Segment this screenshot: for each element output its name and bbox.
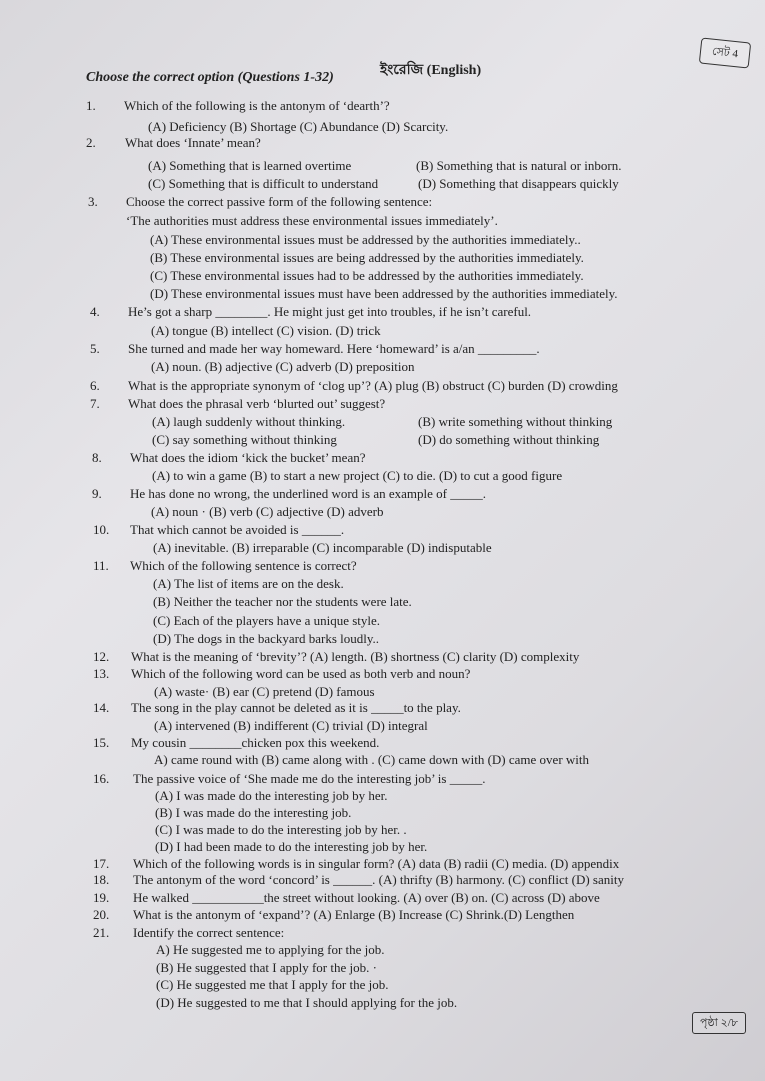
question-text: She turned and made her way homeward. Here ‘homeward’ is a/an _________. <box>128 341 540 356</box>
question-number: 10. <box>93 522 110 537</box>
answer-options: (A) Deficiency (B) Shortage (C) Abundance (D) Scarcity. <box>148 119 449 134</box>
question-text: What does the phrasal verb ‘blurted out’ suggest? <box>128 396 386 411</box>
answer-options: (B) Something that is natural or inborn. <box>416 158 622 173</box>
answer-options: (A) Something that is learned overtime <box>148 158 352 173</box>
answer-options: (D) These environmental issues must have been addressed by the authorities immediately. <box>150 286 618 301</box>
answer-options: (D) Something that disappears quickly <box>418 176 619 191</box>
question-text: Identify the correct sentence: <box>133 925 285 940</box>
question-text: What does the idiom ‘kick the bucket’ mean? <box>130 450 366 465</box>
page-number: পৃষ্ঠা ২/৮ <box>700 1016 738 1029</box>
answer-options: (C) Something that is difficult to understand <box>148 176 379 191</box>
question-number: 17. <box>93 856 110 871</box>
question-text: The song in the play cannot be deleted as it is _____to the play. <box>131 700 461 715</box>
instruction-text: Choose the correct option (Questions 1-32) <box>86 70 334 85</box>
answer-options: (A) noun · (B) verb (C) adjective (D) adverb <box>151 504 384 519</box>
question-number: 11. <box>93 558 109 573</box>
question-number: 4. <box>90 304 100 319</box>
question-text: He has done no wrong, the underlined word is an example of _____. <box>130 486 486 501</box>
question-number: 5. <box>90 341 100 356</box>
question-text: Which of the following words is in singular form? (A) data (B) radii (C) media. (D) appendix <box>133 856 620 871</box>
question-text: My cousin ________chicken pox this weekend. <box>131 735 380 750</box>
answer-options: (B) These environmental issues are being addressed by the authorities immediately. <box>150 250 584 265</box>
answer-options: A) He suggested me to applying for the job. <box>156 942 385 957</box>
answer-options: (A) laugh suddenly without thinking. <box>152 414 346 429</box>
question-number: 15. <box>93 735 110 750</box>
question-text: What is the appropriate synonym of ‘clog up’? (A) plug (B) obstruct (C) burden (D) crowding <box>128 378 618 393</box>
answer-options: (C) say something without thinking <box>152 432 337 447</box>
answer-options: (B) I was made do the interesting job. <box>155 805 352 820</box>
answer-options: (A) to win a game (B) to start a new project (C) to die. (D) to cut a good figure <box>152 468 563 483</box>
page-number-box <box>692 1012 746 1034</box>
question-text: The antonym of the word ‘concord’ is ______. (A) thrifty (B) harmony. (C) conflict (D) sanity <box>133 872 624 887</box>
question-number: 7. <box>90 396 100 411</box>
question-text: Which of the following word can be used as both verb and noun? <box>131 666 471 681</box>
question-number: 2. <box>86 135 96 150</box>
set-label-box <box>699 37 751 68</box>
question-number: 14. <box>93 700 110 715</box>
answer-options: (A) waste· (B) ear (C) pretend (D) famous <box>154 684 375 699</box>
question-text: Choose the correct passive form of the following sentence: <box>126 194 433 209</box>
answer-options: (C) I was made to do the interesting job by her. . <box>155 822 407 837</box>
question-text: That which cannot be avoided is ______. <box>130 522 345 537</box>
answer-options: (D) The dogs in the backyard barks loudly.. <box>153 631 380 646</box>
answer-options: (D) He suggested to me that I should applying for the job. <box>156 995 458 1010</box>
answer-options: (A) inevitable. (B) irreparable (C) incomparable (D) indisputable <box>153 540 492 555</box>
question-number: 16. <box>93 771 110 786</box>
answer-options: (A) intervened (B) indifferent (C) trivial (D) integral <box>154 718 428 733</box>
question-number: 6. <box>90 378 100 393</box>
question-number: 21. <box>93 925 110 940</box>
answer-options: (D) I had been made to do the interesting job by her. <box>155 839 428 854</box>
question-text: What is the antonym of ‘expand’? (A) Enlarge (B) Increase (C) Shrink.(D) Lengthen <box>133 907 575 922</box>
question-text: Which of the following is the antonym of ‘dearth’? <box>124 98 390 113</box>
subject-heading: ইংরেজি (English) <box>380 63 482 78</box>
set-label: সেট 4 <box>711 45 739 60</box>
answer-options: ‘The authorities must address these environmental issues immediately’. <box>126 213 498 228</box>
question-text: He’s got a sharp ________. He might just get into troubles, if he isn’t careful. <box>128 304 532 319</box>
question-text: The passive voice of ‘She made me do the interesting job’ is _____. <box>133 771 486 786</box>
question-number: 3. <box>88 194 98 209</box>
question-number: 9. <box>92 486 102 501</box>
answer-options: (B) Neither the teacher nor the students were late. <box>153 594 412 609</box>
question-text: He walked ___________the street without looking. (A) over (B) on. (C) across (D) above <box>133 890 600 905</box>
answer-options: (A) The list of items are on the desk. <box>153 576 344 591</box>
answer-options: (C) He suggested me that I apply for the job. <box>156 977 389 992</box>
question-number: 13. <box>93 666 110 681</box>
question-text: What is the meaning of ‘brevity’? (A) length. (B) shortness (C) clarity (D) complexity <box>131 649 580 664</box>
answer-options: (C) These environmental issues had to be addressed by the authorities immediately. <box>150 268 584 283</box>
answer-options: (C) Each of the players have a unique style. <box>153 613 381 628</box>
question-text: What does ‘Innate’ mean? <box>125 135 261 150</box>
answer-options: (A) noun. (B) adjective (C) adverb (D) preposition <box>151 359 415 374</box>
answer-options: (B) write something without thinking <box>418 414 613 429</box>
answer-options: A) came round with (B) came along with . (C) came down with (D) came over with <box>154 752 590 767</box>
question-number: 1. <box>86 98 96 113</box>
question-text: Which of the following sentence is correct? <box>130 558 357 573</box>
question-number: 12. <box>93 649 110 664</box>
answer-options: (D) do something without thinking <box>418 432 600 447</box>
question-number: 18. <box>93 872 110 887</box>
question-number: 20. <box>93 907 110 922</box>
answer-options: (A) tongue (B) intellect (C) vision. (D) trick <box>151 323 381 338</box>
question-number: 19. <box>93 890 110 905</box>
question-number: 8. <box>92 450 102 465</box>
answer-options: (A) These environmental issues must be addressed by the authorities immediately.. <box>150 232 581 247</box>
answer-options: (B) He suggested that I apply for the job. · <box>156 960 377 975</box>
answer-options: (A) I was made do the interesting job by her. <box>155 788 388 803</box>
